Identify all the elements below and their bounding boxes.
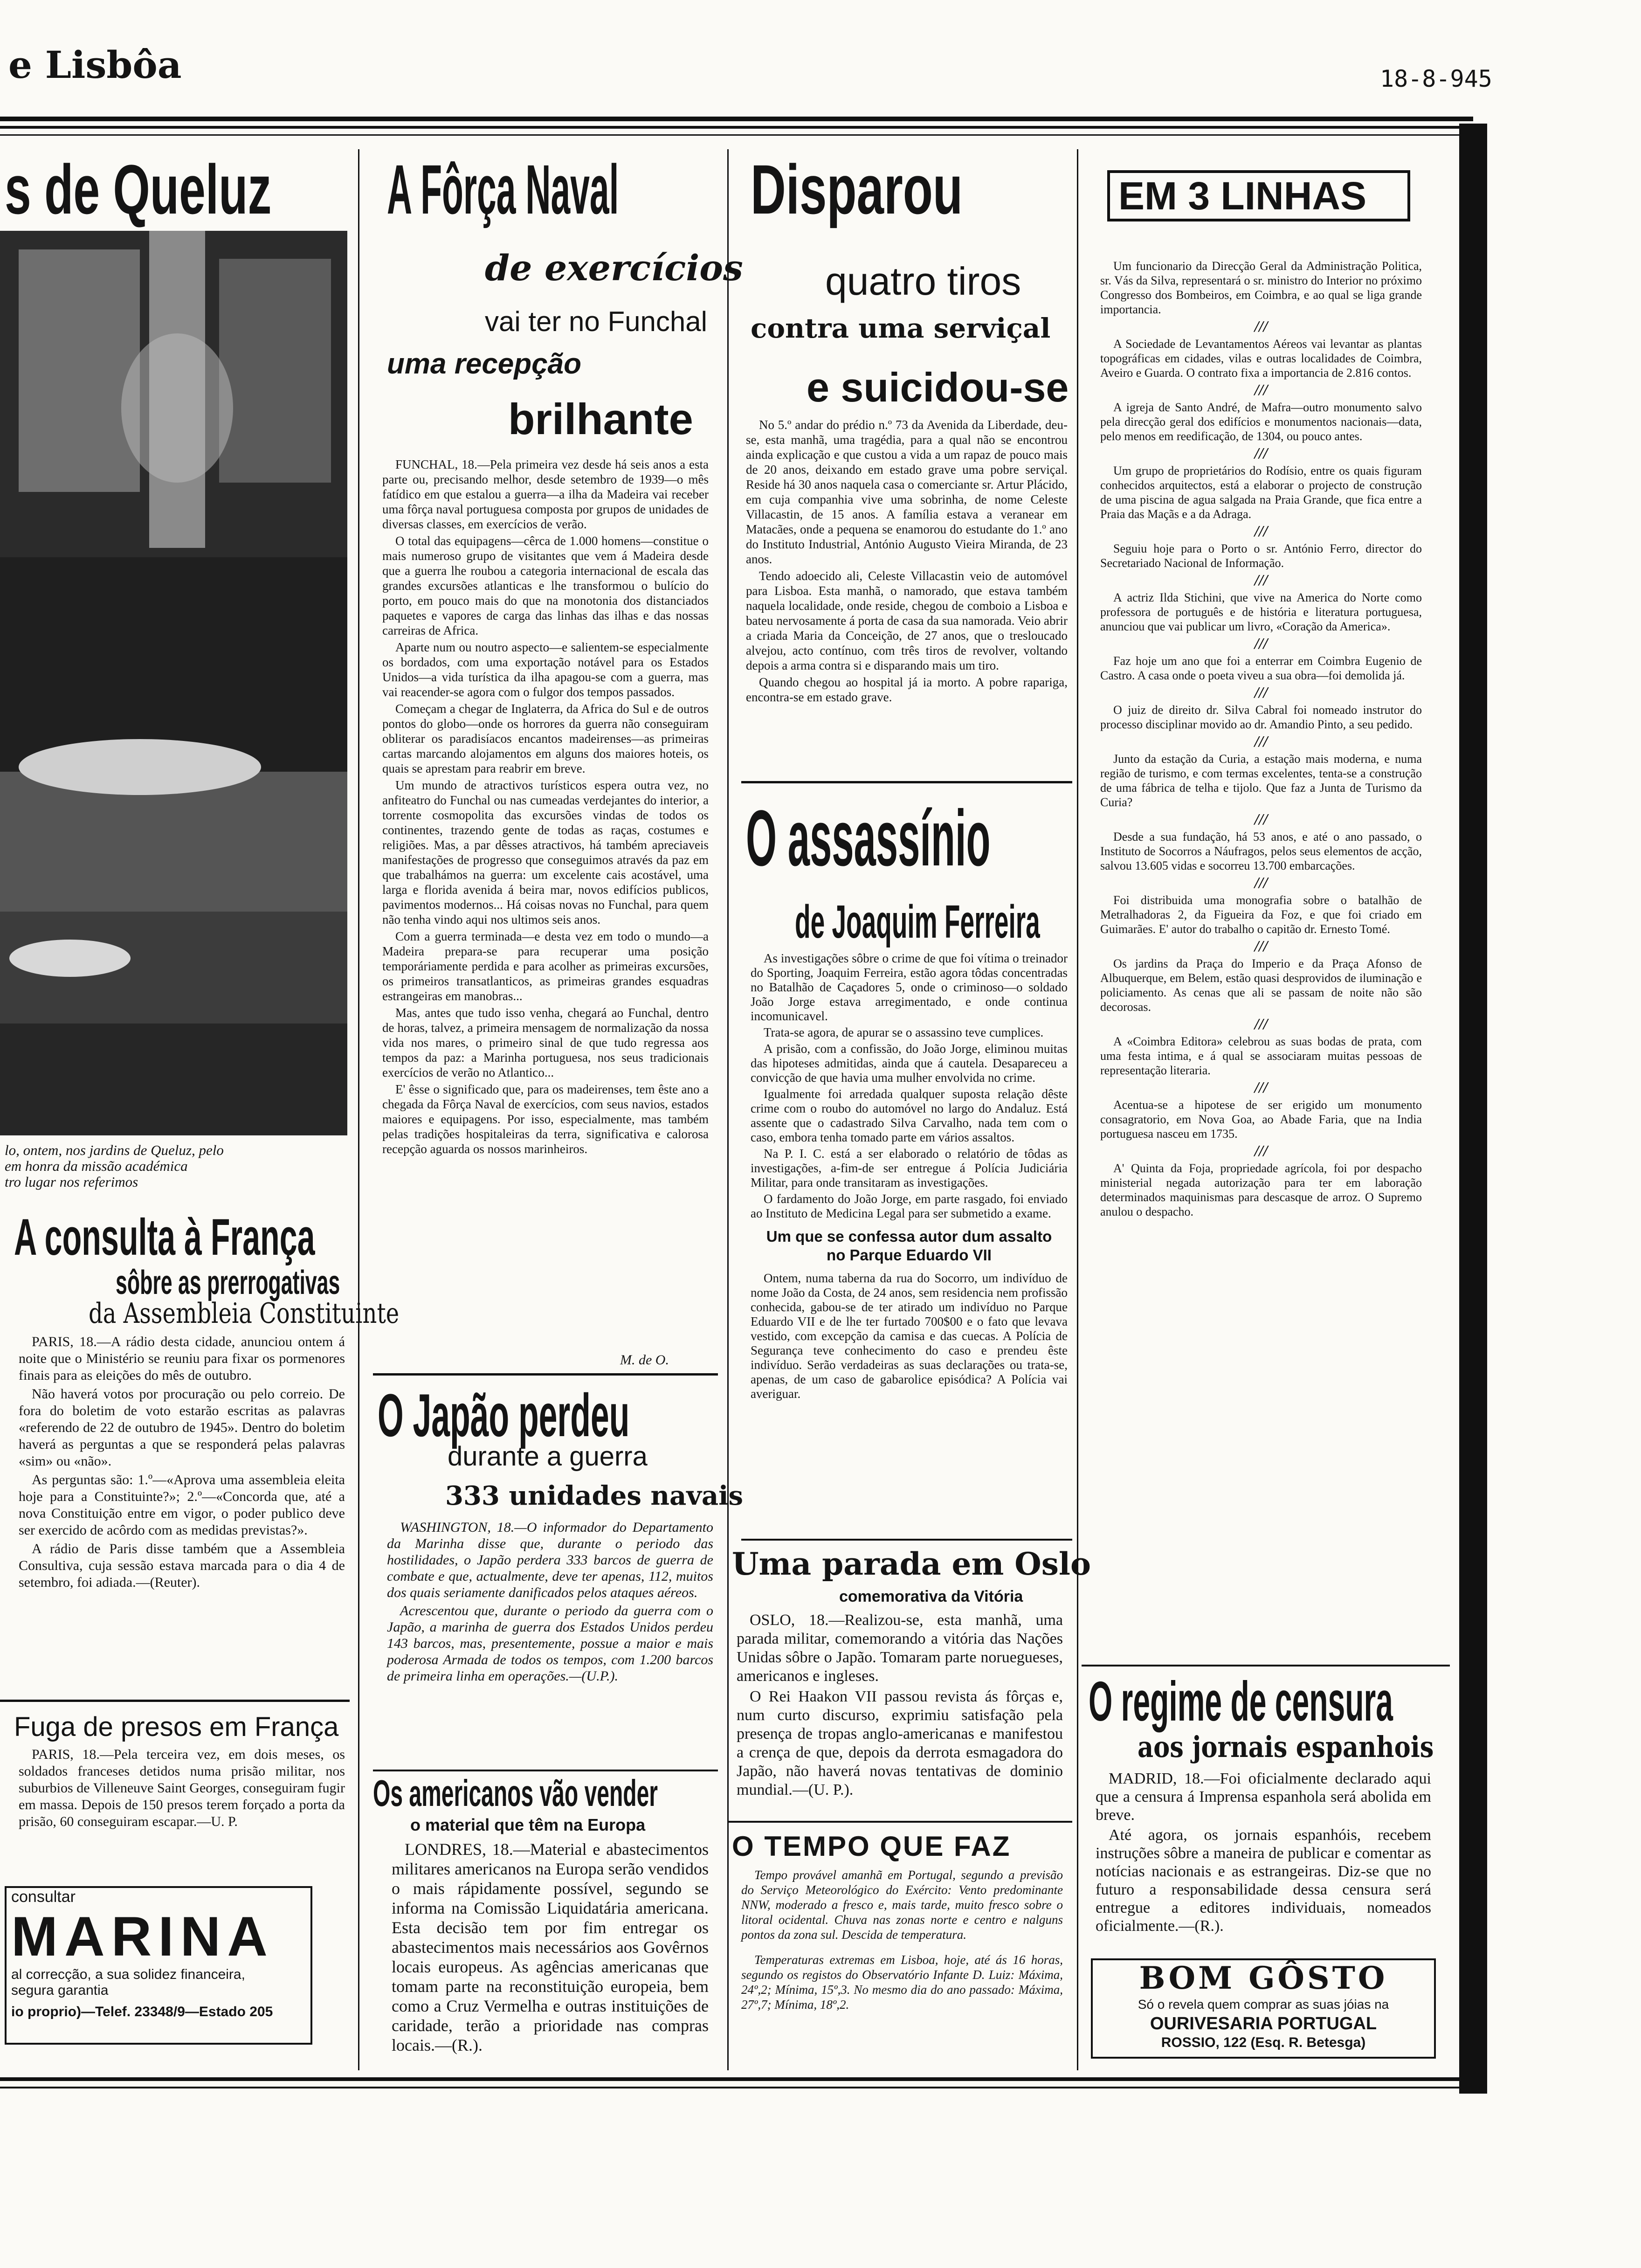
queluz-headline: s de Queluz <box>5 150 272 228</box>
forca-para-5: Um mundo de atractivos turísticos espera outra vez, no anfiteatro do Funchal ou nas cumeadas verdejantes do interior, a torrente cosmopolita das excursões vindas de todos os continentes, trazendo gente de todas as raças, costumes e religiões. Mas, a par dêsses atractivos, há também apreciaveis manifestações de progresso que conseguimos através da paz em que trabalhámos na guerra: um excelente cais acostável, uma larga e florida avenida á beira mar, novos edifícios publicos, pavimentos modernos... Há coisas novas no Funchal, para quem não tenha vindo aqui nos ultimos seis anos. <box>382 778 709 927</box>
fuga-body <box>19 1746 345 1832</box>
forca-body <box>382 457 709 1158</box>
marina-ad-top: consultar <box>11 1888 76 1906</box>
forca-para-1: FUNCHAL, 18.—Pela primeira vez desde há seis anos a esta parte ou, precisando melhor, desde setembro de 1939—o mês fatídico em que estalou a guerra—a ilha da Madeira vai receber uma fôrça naval portuguesa composta por grupos de unidades de diversas classes, em exercícios de verão. <box>382 457 709 531</box>
oslo-para-2: O Rei Haakon VII passou revista ás fôrças e, num curto discurso, exprimiu satisfação pela presença de tropas anglo-americanas e manifestou a crença de que, depois da derrota esmagadora do Japão, não haverá novas tentativas de dominio mundial.—(U. P.). <box>737 1688 1063 1798</box>
forca-subhead-4: brilhante <box>508 394 693 443</box>
linhas-separator: /// <box>1254 1142 1268 1160</box>
linhas-item-15: A' Quinta da Foja, propriedade agrícola, foi por despacho ministerial negada autorização para ter em laboração determinados maquinismas para descasque de arroz. O Supremo anulou o despacho. <box>1100 1162 1422 1218</box>
linhas-separator: /// <box>1254 572 1268 589</box>
assassinio-subhead: de Joaquim Ferreira <box>795 896 1040 948</box>
oslo-para-1: OSLO, 18.—Realizou-se, esta manhã, uma parada militar, comemorando a vitória das Nações Unidas sôbre o Japão. Tomaram parte noruegueses, americanos e ingleses. <box>737 1611 1063 1685</box>
fuga-headline: Fuga de presos em França <box>14 1712 339 1742</box>
linhas-separator: /// <box>1254 635 1268 652</box>
linhas-list <box>1100 259 1422 1221</box>
forca-subhead-3: uma recepção <box>387 348 581 380</box>
japao-subhead-2: 333 unidades navais <box>445 1480 743 1511</box>
bomgosto-title: BOM GÔSTO <box>1139 1960 1388 1996</box>
marina-ad-line-1: al correcção, a sua solidez financeira, <box>11 1967 245 1982</box>
linhas-separator: /// <box>1254 811 1268 828</box>
censura-headline: O regime de censura <box>1089 1670 1393 1733</box>
consulta-para-1: PARIS, 18.—A rádio desta cidade, anunciou ontem á noite que o Ministério se reuniu para fixar os pormenores finais para as eleições do mês de outubro. <box>19 1334 345 1383</box>
censura-para-2: Até agora, os jornais espanhóis, recebem instruções sôbre a maneira de publicar e comentar as notícias nacionais e as estrangeiras. Diz-se que no futuro a responsabilidade dessa censura será entregue a editores individuais, nomeados oficialmente.—(R.). <box>1096 1826 1431 1935</box>
americanos-headline: Os americanos vão vender <box>373 1772 658 1814</box>
disparou-para-1: No 5.º andar do prédio n.º 73 da Avenida da Liberdade, deu-se, esta manhã, uma tragédia, para a qual não se encontrou ainda explicação e que custou a vida a um rapaz de pouco mais de 20 anos, deixando em estado grave uma pobre serviçal. Reside há 30 anos naquela casa o comerciante sr. Artur Plácido, em cuja companhia vive uma sobrinha, de nome Celeste Villacastin, de 15 anos. A família estava a veranear em Matacães, onde a pequena se enamorou do estudante do 1.º ano do Instituto Industrial, António Augusto Vieira Miranda, de 23 anos. <box>746 418 1068 566</box>
forca-para-3: Aparte num ou noutro aspecto—e salientem-se especialmente os bordados, com uma exportação notável para os Estados Unidos—a vida turística da ilha apagou-se com a guerra, mas vai reacender-se agora com o fulgor dos tempos passados. <box>382 640 709 699</box>
tempo-body <box>741 1867 1063 2014</box>
japao-subhead-1: durante a guerra <box>448 1441 648 1472</box>
assassinio-sub-para: Ontem, numa taberna da rua do Socorro, um indivíduo de nome João da Costa, de 24 anos, sem residencia nem profissão conhecida, gabou-se de ter atirado um indivíduo no Parque Eduardo VII e de lhe ter furtado 700$00 e o fato que levava vestido, com excepção da camisa e das cuecas. A Polícia de Segurança teve conhecimento do caso e prendeu êste indivíduo. Serão verdadeiras as suas declarações ou trata-se, apenas, de um caso de gabarolice episódica? A Polícia vai averiguar. <box>751 1271 1068 1401</box>
censura-subhead: aos jornais espanhois <box>1138 1730 1434 1764</box>
marina-ad-line-2: segura garantia <box>11 1983 109 1998</box>
right-edge-bar <box>1459 124 1487 2094</box>
assassinio-para-3: A prisão, com a confissão, do João Jorge, eliminou muitas das hipoteses admitidas, ainda que á cautela. Desapareceu a convicção de que havia uma mulher envolvida no crime. <box>751 1042 1068 1085</box>
forca-para-8: E' êsse o significado que, para os madeirenses, tem êste ano a chegada da Fôrça Naval de exercícios, com seus navios, estados maiores e equipagens. Por isso, especialmente, mas também pelas tradições hospitaleiras da terra, significativa e calorosa recepção aguarda os nossos marinheiros. <box>382 1082 709 1156</box>
linhas-title: EM 3 LINHAS <box>1118 174 1367 218</box>
top-rule-2 <box>0 126 1473 129</box>
linhas-item-1: Um funcionario da Direcção Geral da Administração Politica, sr. Vás da Silva, representará o sr. ministro do Interior no próximo Congresso dos Bombeiros, em Coimbra, e ao qual se liga grande importancia. <box>1100 259 1422 316</box>
japao-para-2: Acrescentou que, durante o periodo da guerra com o Japão, a marinha de guerra dos Estados Unidos perdeu 143 barcos, mas, presentemente, possue a maior e mais poderosa Armada de todos os tempos, com 1.200 barcos de primeira linha em operações.—(U.P.). <box>387 1603 713 1684</box>
assassinio-para-4: Igualmente foi arredada qualquer suposta relação dêste crime com o roubo do automóvel no largo do Andaluz. Está assente que o cadastrado Silva Carvalho, nada tem com o caso, embora tenha tomado parte em vários assaltos. <box>751 1087 1068 1144</box>
bomgosto-line-1: Só o revela quem comprar as suas jóias na <box>1138 1997 1389 2012</box>
masthead-date: 18-8-945 <box>1380 65 1492 92</box>
forca-para-2: O total das equipagens—cêrca de 1.000 homens—constitue o mais numeroso grupo de visitantes que vem á Madeira desde que a guerra lhe roubou a categoria internacional de escala das grandes excursões atlanticas e lhe transformou o bulício do porto, em pouco mais do que na monotonia dos distanciados paquetes e vapores de carga das linhas das ilhas e das nossas carreiras de Africa. <box>382 534 709 637</box>
assassinio-body <box>751 951 1068 1403</box>
forca-subhead-2: vai ter no Funchal <box>485 306 707 337</box>
marina-ad-line-3: io proprio)—Telef. 23348/9—Estado 205 <box>11 2004 273 2019</box>
linhas-separator: /// <box>1254 1079 1268 1096</box>
assassinio-subhead-2: Um que se confessa autor dum assalto no Parque Eduardo VII <box>766 1228 1052 1264</box>
queluz-photo-image <box>0 231 347 1135</box>
consulta-subhead-1: sôbre as prerrogativas <box>116 1264 340 1301</box>
tempo-para-2: Temperaturas extremas em Lisboa, hoje, até ás 16 horas, segundo os registos do Observatório Infante D. Luiz: Máxima, 24º,2; Mínima, 15º,3. No mesmo dia do ano passado: Máxima, 27º,7; Mínima, 18º,2. <box>741 1953 1063 2012</box>
linhas-separator: /// <box>1254 733 1268 750</box>
bottom-rule-1 <box>0 2077 1473 2081</box>
americanos-subhead: o material que têm na Europa <box>410 1815 646 1834</box>
queluz-photo <box>0 231 347 1135</box>
fuga-para: PARIS, 18.—Pela terceira vez, em dois meses, os soldados franceses detidos numa prisão militar, nos suburbios de Villeneuve Saint Georges, conseguiram fugir em massa. Depois de 150 presos terem forçado a porta da prisão, 60 conseguiram escapar.—U. P. <box>19 1747 345 1829</box>
linhas-item-13: A «Coimbra Editora» celebrou as suas bodas de prata, com uma festa intima, e á qual se associaram muitas pessoas de representação literaria. <box>1100 1035 1422 1077</box>
linhas-separator: /// <box>1254 684 1268 701</box>
linhas-item-11: Foi distribuida uma monografia sobre o batalhão de Metralhadoras 2, da Figueira da Foz, e que foi criado em Guimarães. E' autor do trabalho o capitão dr. Ernesto Tomé. <box>1100 893 1422 936</box>
linhas-separator: /// <box>1254 1016 1268 1033</box>
consulta-para-3: As perguntas são: 1.º—«Aprova uma assembleia eleita hoje para a Constituinte?»; 2.º—«Concorda que, até a nova Constituição entre em vigor, o poder publico deve ser exercido de acôrdo com as medidas previstas?». <box>19 1472 345 1538</box>
disparou-para-3: Quando chegou ao hospital já ia morto. A pobre rapariga, encontra-se em estado grave. <box>746 675 1068 704</box>
bottom-rule-2 <box>0 2087 1473 2088</box>
japao-headline: O Japão perdeu <box>378 1381 630 1449</box>
linhas-item-14: Acentua-se a hipotese de ser erigido um monumento consagratorio, em Nova Goa, ao Abade Faria, que na India portuguesa nasceu em 1735. <box>1100 1098 1422 1141</box>
queluz-caption-line-2: em honra da missão académica <box>5 1158 188 1174</box>
americanos-body <box>392 1839 709 2057</box>
consulta-body <box>19 1334 345 1593</box>
oslo-rule <box>727 1821 1072 1823</box>
japao-para-1: WASHINGTON, 18.—O informador do Departamento da Marinha disse que, durante o periodo das hostilidades, o Japão perdera 333 barcos de guerra de combate e que, actualmente, deve ter apenas, 112, muitos dos quais seriamente danificados pelos ataques aéreos. <box>387 1520 713 1600</box>
linhas-item-10: Desde a sua fundação, há 53 anos, e até o ano passado, o Instituto de Socorros a Náufragos, pelos seus elementos de acção, salvou 13.605 vidas e socorreu 13.700 embarcações. <box>1100 830 1422 872</box>
linhas-separator: /// <box>1254 445 1268 462</box>
tempo-headline: O TEMPO QUE FAZ <box>732 1831 1011 1862</box>
queluz-caption <box>5 1142 350 1190</box>
forca-subhead-1: de exercícios <box>485 247 743 289</box>
linhas-item-6: A actriz Ilda Stichini, que vive na America do Norte como professora de português e de história e literatura portuguesa, anunciou que vai publicar um livro, «Coração da America». <box>1100 591 1422 633</box>
americanos-para: LONDRES, 18.—Material e abastecimentos militares americanos na Europa serão vendidos o mais rápidamente possível, segundo se informa na Comissão Liquidatária americana. Esta decisão tem por fim entregar os abastecimentos mais necessários aos Govêrnos locais europeus. As agências americanas que tomam parte na reconstituição europeia, bem como a Cruz Vermelha e outras instituições de caridade, terão a prioridade nas compras locais.—(R.). <box>392 1840 709 2054</box>
marina-ad <box>5 1886 312 2045</box>
linhas-separator: /// <box>1254 874 1268 892</box>
linhas-item-8: O juiz de direito dr. Silva Cabral foi nomeado instrutor do processo disciplinar movido ao dr. Amandio Pinto, a seu pedido. <box>1100 703 1422 731</box>
disparou-body <box>746 417 1068 706</box>
consulta-rule <box>0 1700 350 1702</box>
forca-headline: A Fôrça Naval <box>387 150 619 228</box>
linhas-separator: /// <box>1254 318 1268 335</box>
disparou-para-2: Tendo adoecido ali, Celeste Villacastin veio de automóvel para Lisboa. Esta manhã, o namorado, que estava também naquela localidade, onde reside, chegou de comboio a Lisboa e bateu nervosamente á porta de casa da sua namorada. Veio abrir a criada Maria da Conceição, de 27 anos, que o tresloucado alvejou, acto contínuo, com três tiros de revolver, voltando depois a arma contra si e disparando mais um tiro. <box>746 569 1068 672</box>
disparou-subhead-2: contra uma serviçal <box>751 312 1051 344</box>
forca-para-6: Com a guerra terminada—e desta vez em todo o mundo—a Madeira prepara-se para recuperar uma posição temporáriamente perdida e para acolher as primeiras excursões, os primeiros transatlanticos, as primeiras grandes esquadras estrangeiras em manobras... <box>382 929 709 1003</box>
queluz-caption-line-1: lo, ontem, nos jardins de Queluz, pelo <box>5 1142 224 1158</box>
disparou-rule <box>741 781 1072 783</box>
assassinio-para-5: Na P. I. C. está a ser elaborado o relatório de tôdas as investigações, a-fim-de ser entregue á Polícia Judiciária Militar, para onde transitaram as investigações. <box>751 1147 1068 1189</box>
queluz-caption-line-3: tro lugar nos referimos <box>5 1174 138 1190</box>
consulta-headline: A consulta à França <box>14 1209 315 1266</box>
consulta-para-2: Não haverá votos por procuração ou pelo correio. De fora do boletim de voto estarão escritas as palavras «referendo de 22 de outubro de 1945». Dentro do boletim haverá as perguntas a que se responderá pelas palavras «sim» ou «não». <box>19 1386 345 1469</box>
assassinio-headline: O assassínio <box>746 794 991 883</box>
censura-para-1: MADRID, 18.—Foi oficialmente declarado aqui que a censura á Imprensa espanhola será abolida em breve. <box>1096 1770 1431 1824</box>
disparou-headline: Disparou <box>751 150 963 228</box>
assassinio-para-2: Trata-se agora, de apurar se o assassino teve cumplices. <box>764 1025 1044 1039</box>
censura-body <box>1096 1770 1431 1937</box>
oslo-body <box>737 1611 1063 1801</box>
assassinio-rule <box>741 1539 1072 1541</box>
oslo-headline: Uma parada em Oslo <box>732 1546 1091 1582</box>
linhas-item-2: A Sociedade de Levantamentos Aéreos vai levantar as plantas topográficas em cidades, vilas e outras localidades de Coimbra, Aveiro e Guarda. O contrato fixa a importancia de 2.816 contos. <box>1100 337 1422 380</box>
disparou-subhead-1: quatro tiros <box>825 259 1021 303</box>
col-divider-3 <box>1077 149 1078 2070</box>
linhas-item-12: Os jardins da Praça do Imperio e da Praça Afonso de Albuquerque, em Belem, estão quasi desprovidos de iluminação e policiamento. As cenas que ali se passam de noite não são decorosas. <box>1100 957 1422 1014</box>
forca-para-4: Começam a chegar de Inglaterra, da Africa do Sul e de outros pontos do globo—onde os horrores da guerra não conseguiram obliterar os paradisíacos encantos madeirenses—as primeiras cartas marcando alojamentos em alguns dos maiores hoteis, os quais se aprestam para reabrir em breve. <box>382 702 709 775</box>
linhas-rule <box>1082 1665 1450 1666</box>
marina-ad-name: MARINA <box>11 1905 274 1968</box>
bomgosto-line-2: OURIVESARIA PORTUGAL <box>1150 2014 1377 2033</box>
top-rule-3 <box>0 134 1473 136</box>
japao-rule <box>373 1770 718 1771</box>
bomgosto-ad <box>1091 1958 1436 2059</box>
linhas-title-box <box>1107 170 1410 221</box>
consulta-para-4: A rádio de Paris disse também que a Assembleia Consultiva, cuja sessão estava marcada para o dia 4 de setembro, foi adiada.—(Reuter). <box>19 1541 345 1590</box>
bomgosto-line-3: ROSSIO, 122 (Esq. R. Betesga) <box>1161 2035 1366 2050</box>
linhas-item-4: Um grupo de proprietários do Rodísio, entre os quais figuram conhecidos arquitectos, está a elaborar o projecto de construção de uma piscina de agua salgada na Praia Grande, que fica entre a Praia das Maçãs e a da Adraga. <box>1100 464 1422 521</box>
assassinio-para-1: As investigações sôbre o crime de que foi vítima o treinador do Sporting, Joaquim Ferreira, estão agora tôdas concentradas no Batalhão de Caçadores 5, onde o criminoso—o soldado João Jorge estava arregimentado, e onde continua incomunicavel. <box>751 951 1068 1023</box>
col-divider-1 <box>358 149 359 2070</box>
forca-rule <box>373 1373 718 1376</box>
masthead-paper-name: e Lisbôa <box>8 43 182 87</box>
oslo-subhead: comemorativa da Vitória <box>839 1588 1023 1605</box>
linhas-item-5: Seguiu hoje para o Porto o sr. António Ferro, director do Secretariado Nacional de Informação. <box>1100 542 1422 570</box>
linhas-separator: /// <box>1254 938 1268 955</box>
linhas-item-9: Junto da estação da Curia, a estação mais moderna, e numa região de turismo, e com termas excelentes, tenta-se a construção de uma fábrica de telha e tijolo. Que faz a Junta de Turismo da Curia? <box>1100 752 1422 809</box>
assassinio-para-6: O fardamento do João Jorge, em parte rasgado, foi enviado ao Instituto de Medicina Legal para ser submetido a exame. <box>751 1192 1068 1220</box>
top-rule-1 <box>0 117 1473 121</box>
disparou-subhead-3: e suicidou-se <box>807 364 1069 410</box>
forca-signature: M. de O. <box>620 1352 669 1368</box>
linhas-item-7: Faz hoje um ano que foi a enterrar em Coimbra Eugenio de Castro. A casa onde o poeta viveu a sua obra—foi demolida já. <box>1100 654 1422 682</box>
linhas-separator: /// <box>1254 523 1268 540</box>
linhas-item-3: A igreja de Santo André, de Mafra—outro monumento salvo pela direcção geral dos edifícios e monumentos nacionais—data, pelo menos em reedificação, de 1304, ou pouco antes. <box>1100 401 1422 443</box>
consulta-subhead-2: da Assembleia Constituinte <box>89 1297 400 1330</box>
tempo-para-1: Tempo provável amanhã em Portugal, segundo a previsão do Serviço Meteorológico do Exército: Vento predominante NNW, moderado a fresco e, mais tarde, muito fresco sobre o litoral ocidental. Chuva nas zonas norte e centro e nalguns pontos da zona sul. Descida de temperatura. <box>741 1868 1063 1942</box>
linhas-separator: /// <box>1254 381 1268 399</box>
col-divider-2 <box>727 149 729 2070</box>
japao-body <box>387 1519 713 1686</box>
forca-para-7: Mas, antes que tudo isso venha, chegará ao Funchal, dentro de horas, talvez, a primeira mensagem de normalização da nossa vida nos mares, o primeiro sinal de que tudo regressa aos tempos da paz: a Marinha portuguesa, nos seus tradicionais exercícios de verão no Atlantico... <box>382 1006 709 1079</box>
